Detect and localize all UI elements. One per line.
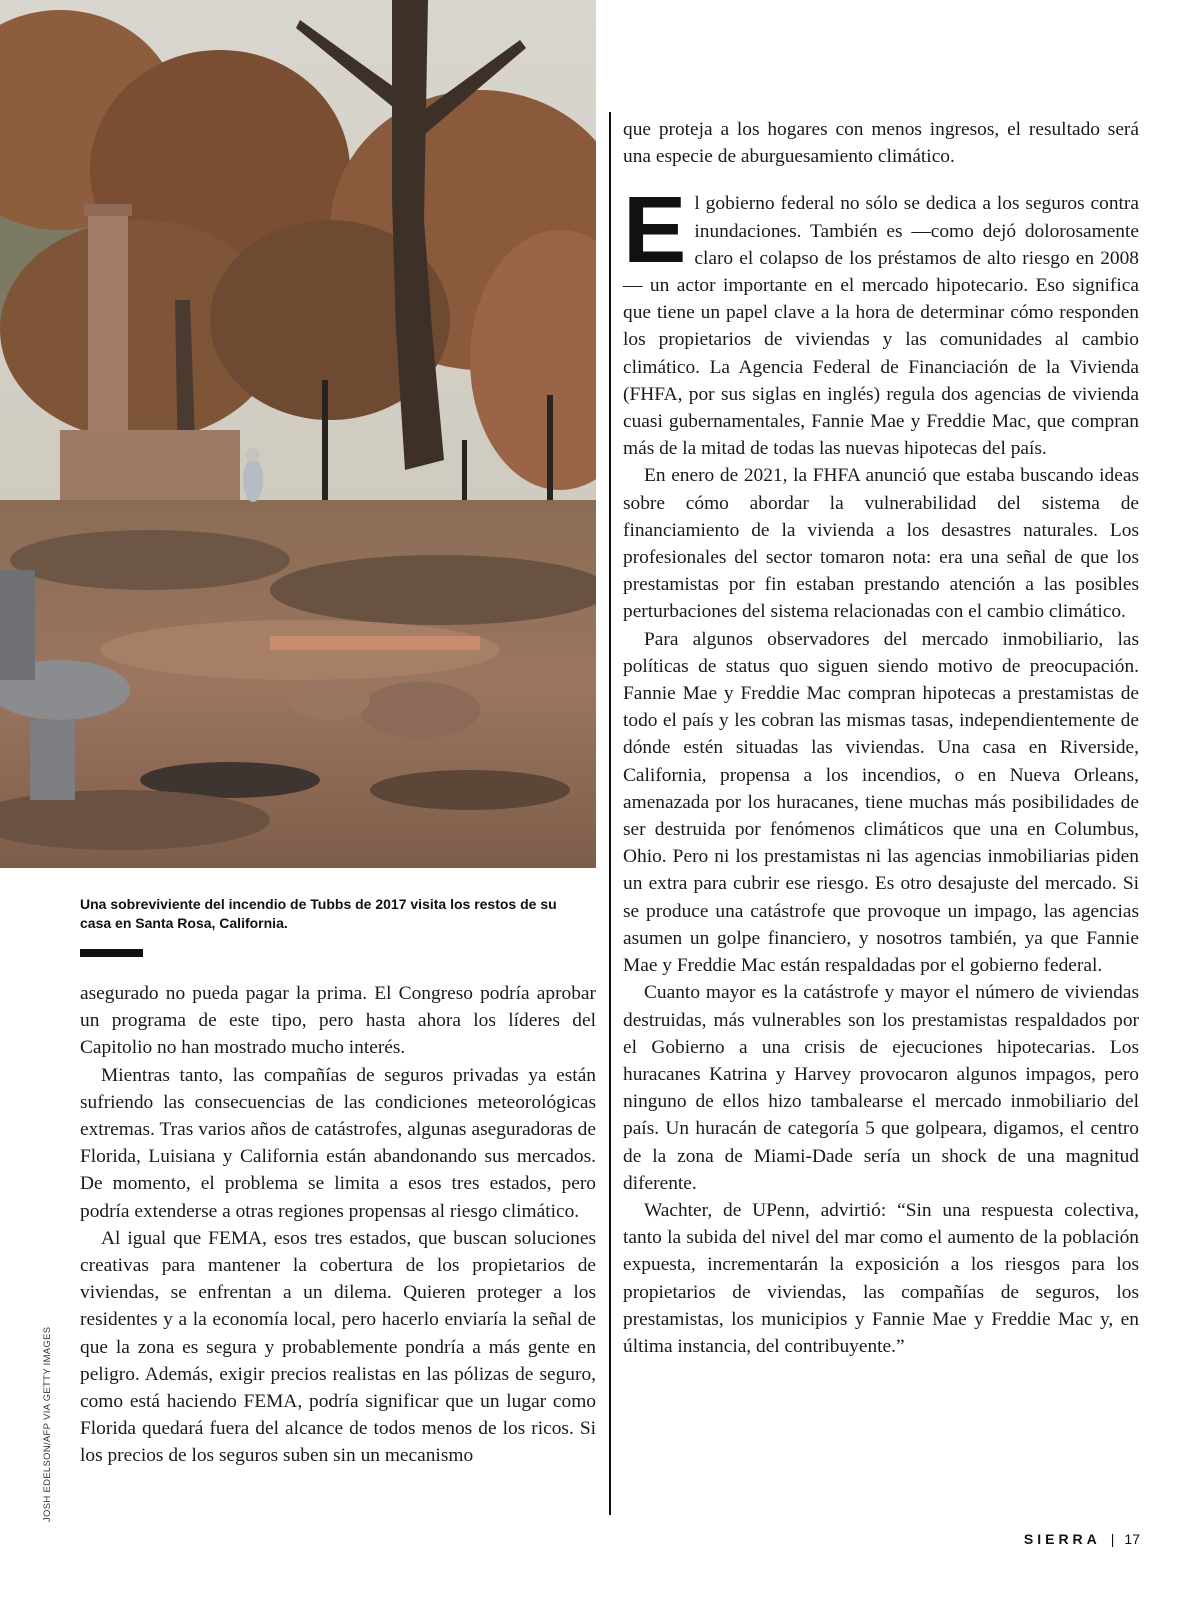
footer-separator: | <box>1110 1531 1115 1547</box>
page-footer <box>1024 1531 1140 1547</box>
body-paragraph: Wachter, de UPenn, advirtió: “Sin una respuesta colectiva, tanto la subida del nivel del mar como el aumento de la población expuesta, incrementarán la exposición a los riesgos para los propietarios de viviendas, las compañías de seguros, los prestamistas, los municipios y Fannie Mae y Freddie Mac y, en última instancia, del contribuyente.” <box>623 1199 1139 1357</box>
photo-caption: Una sobreviviente del incendio de Tubbs de 2017 visita los restos de su casa en Santa Rosa, California. <box>80 896 557 931</box>
body-paragraph: asegurado no pueda pagar la prima. El Congreso podría aprobar un programa de este tipo, pero hasta ahora los líderes del Capitolio no han mostrado mucho interés. <box>80 983 596 1059</box>
body-paragraph: Mientras tanto, las compañías de seguros privadas ya están sufriendo las consecuencias de las condiciones meteorológicas extremas. Tras varios años de catástrofes, algunas aseguradoras de Florida, Luisiana y California están abandonando sus mercados. De momento, el problema se limita a esos tres estados, pero podría extenderse a otras regiones propensas al riesgo climático. <box>80 1064 596 1222</box>
body-paragraph: Al igual que FEMA, esos tres estados, que buscan soluciones creativas para mantener la cobertura de los propietarios de viviendas, se enfrentan a un dilema. Quieren proteger a los residentes y a la economía local, pero hacerlo enviaría la señal de que la zona es segura y probablemente pondría a más gente en peligro. Además, exigir precios realistas en las pólizas de seguro, como está haciendo FEMA, podría significar que un lugar como Florida quedará fuera del alcance de todos menos de los ricos. Si los precios de los seguros suben sin un mecanismo <box>80 1227 596 1467</box>
body-paragraph: En enero de 2021, la FHFA anunció que estaba buscando ideas sobre cómo abordar la vulnerabilidad del sistema de financiamiento de la vivienda a los desastres naturales. Los profesionales del sector tomaron nota: era una señal de que los prestamistas por fin estaban prestando atención a las posibles perturbaciones del sistema relacionadas con el cambio climático. <box>623 465 1139 623</box>
body-paragraph: Cuanto mayor es la catástrofe y mayor el número de viviendas destruidas, más vulnerables son los prestamistas respaldados por el Gobierno a una crisis de ejecuciones hipotecarias. Los huracanes Katrina y Harvey provocaron algunos impagos, pero ninguno de ellos hizo tambalearse el mercado inmobiliario del país. Un huracán de categoría 5 que golpeara, digamos, el centro de la zona de Miami-Dade sería un shock de una magnitud diferente. <box>623 982 1139 1194</box>
column-divider <box>609 112 611 1515</box>
left-text-column <box>80 980 596 1470</box>
page-number: 17 <box>1124 1531 1140 1547</box>
drop-cap: E <box>623 177 687 284</box>
dropcap-paragraph-text: l gobierno federal no sólo se dedica a los seguros contra inundaciones. También es —como dejó dolorosamente claro el colapso de los préstamos de alto riesgo en 2008— un actor importante en el mercado hipotecario. Eso significa que tiene un papel clave a la hora de determinar cómo responden los propietarios de viviendas y las comunidades al cambio climático. La Agencia Federal de Financiación de la Vivienda (FHFA, por sus siglas en inglés) regula dos agencias de vivienda cuasi gubernamentales, Fannie Mae y Freddie Mac, que compran más de la mitad de todas las nuevas hipotecas del país. <box>623 193 1139 460</box>
body-paragraph: que proteja a los hogares con menos ingresos, el resultado será una especie de aburguesamiento climático. <box>623 119 1139 168</box>
photo-credit: JOSH EDELSON/AFP VIA GETTY IMAGES <box>42 1326 53 1522</box>
body-paragraph-dropcap <box>623 177 1139 462</box>
caption-divider <box>80 949 143 957</box>
wildfire-aftermath-photo <box>0 0 596 868</box>
right-text-column <box>623 116 1139 1360</box>
body-paragraph: Para algunos observadores del mercado inmobiliario, las políticas de status quo siguen siendo motivo de preocupación. Fannie Mae y Freddie Mac compran hipotecas a prestamistas de todo el país y les cobran las mismas tasas, independientemente de dónde estén situadas las viviendas. Una casa en Riverside, California, propensa a los incendios, o en Nueva Orleans, amenazada por los huracanes, tiene muchas más posibilidades de ser destruida por fenómenos climáticos que una en Columbus, Ohio. Pero ni los prestamistas ni las agencias inmobiliarias piden un extra para cubrir ese riesgo. Es otro desajuste del mercado. Si se produce una catástrofe que provoque un impago, las agencias asumen un golpe financiero, y nosotros también, ya que Fannie Mae y Freddie Mac están respaldadas por el gobierno federal. <box>623 628 1139 977</box>
magazine-name: SIERRA <box>1023 1531 1101 1547</box>
